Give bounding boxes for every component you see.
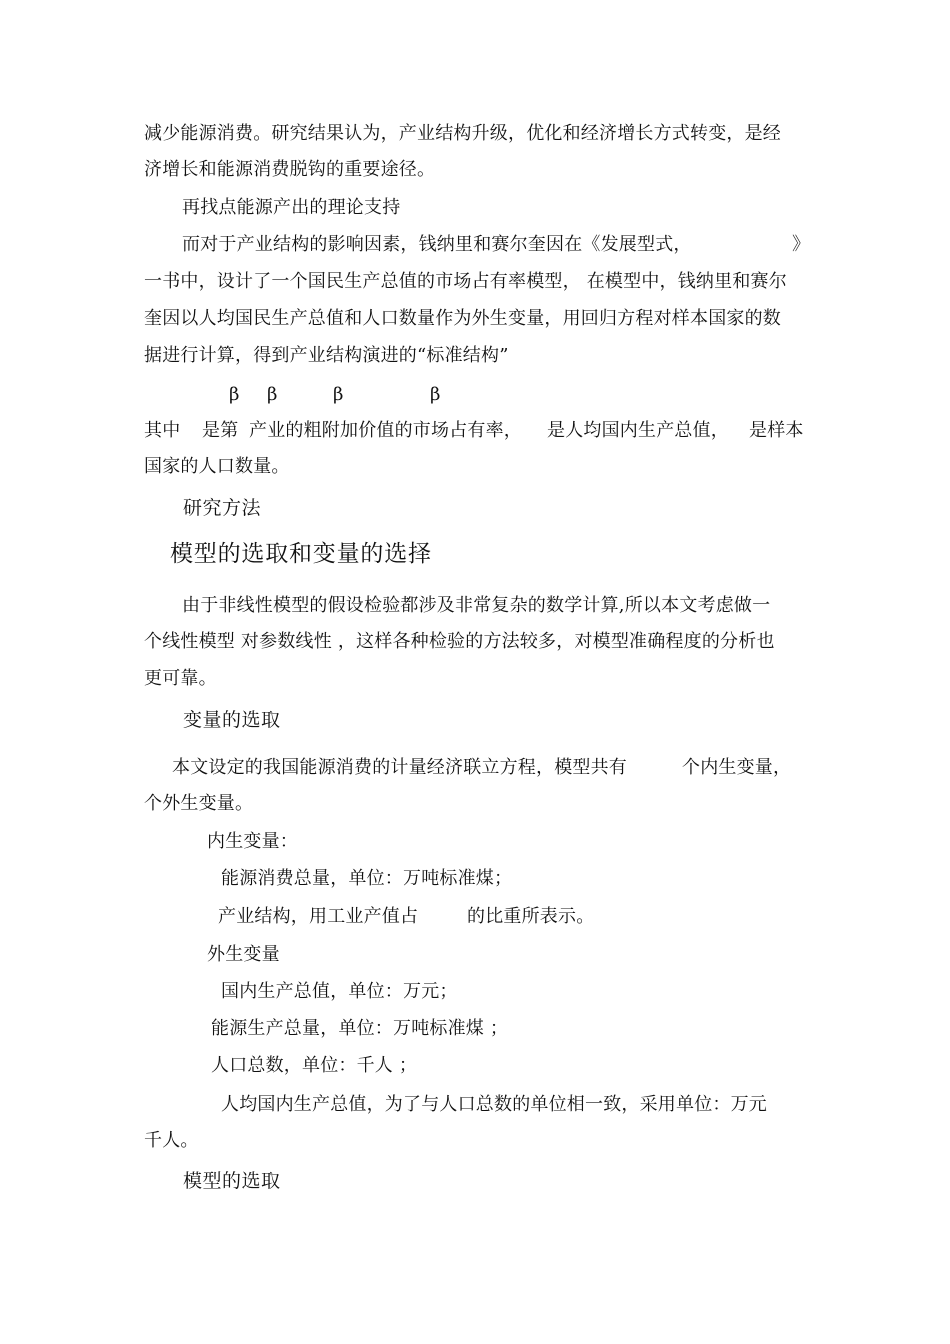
list-item: 能源消费总量，单位：万吨标准煤；: [221, 868, 513, 889]
list-label: 外生变量: [207, 944, 280, 965]
paragraph-line: 本文设定的我国能源消费的计量经济联立方程，模型共有: [172, 757, 627, 778]
formula-beta: β: [430, 384, 441, 405]
section-heading: 研究方法: [183, 497, 262, 519]
paragraph-line: 据进行计算，得到产业结构演进的“标准结构”: [144, 345, 509, 366]
formula-beta: β: [267, 384, 278, 405]
list-item: 人口总数，单位：千人 ；: [211, 1055, 418, 1076]
paragraph-line: 奎因以人均国民生产总值和人口数量作为外生变量，用回归方程对样本国家的数: [144, 308, 781, 329]
paragraph-fragment: 个内生变量，: [682, 757, 792, 778]
formula-beta: β: [229, 384, 240, 405]
formula-beta: β: [333, 384, 344, 405]
paragraph-line: 个线性模型 对参数线性 ，这样各种检验的方法较多，对模型准确程度的分析也: [144, 631, 775, 652]
paragraph-line: 一书中，设计了一个国民生产总值的市场占有率模型， 在模型中，钱纳里和赛尔: [144, 271, 787, 292]
section-heading: 变量的选取: [183, 709, 281, 731]
list-item: 产业结构，用工业产值占: [218, 906, 419, 927]
closing-book-bracket: 》: [792, 234, 811, 255]
list-item: 人均国内生产总值，为了与人口总数的单位相一致，采用单位：万元: [221, 1094, 767, 1115]
note-line: 再找点能源产出的理论支持: [182, 197, 401, 218]
paragraph-fragment: 是人均国内生产总值，: [547, 420, 729, 441]
list-label: 内生变量：: [207, 831, 298, 852]
paragraph-fragment: 产业的粗附加价值的市场占有率，: [249, 420, 522, 441]
paragraph-line: 而对于产业结构的影响因素，钱纳里和赛尔奎因在《发展型式，: [182, 234, 692, 255]
paragraph-line: 个外生变量。: [144, 793, 254, 814]
paragraph-line: 济增长和能源消费脱钩的重要途径。: [144, 159, 436, 180]
paragraph-fragment: 是样本: [749, 420, 804, 441]
paragraph-fragment: 其中: [144, 420, 181, 441]
list-item: 能源生产总量，单位：万吨标准煤 ；: [211, 1018, 509, 1039]
list-item: 国内生产总值，单位：万元；: [221, 981, 458, 1002]
paragraph-line: 减少能源消费。研究结果认为，产业结构升级，优化和经济增长方式转变，是经: [144, 123, 781, 144]
section-heading: 模型的选取: [183, 1170, 281, 1192]
list-item-fragment: 的比重所表示。: [467, 906, 595, 927]
section-heading: 模型的选取和变量的选择: [170, 541, 432, 567]
paragraph-line: 国家的人口数量。: [144, 456, 290, 477]
paragraph-line: 更可靠。: [144, 668, 217, 689]
paragraph-line: 由于非线性模型的假设检验都涉及非常复杂的数学计算,所以本文考虑做一: [182, 595, 771, 616]
list-item-continued: 千人。: [144, 1130, 199, 1151]
paragraph-fragment: 是第: [202, 420, 239, 441]
